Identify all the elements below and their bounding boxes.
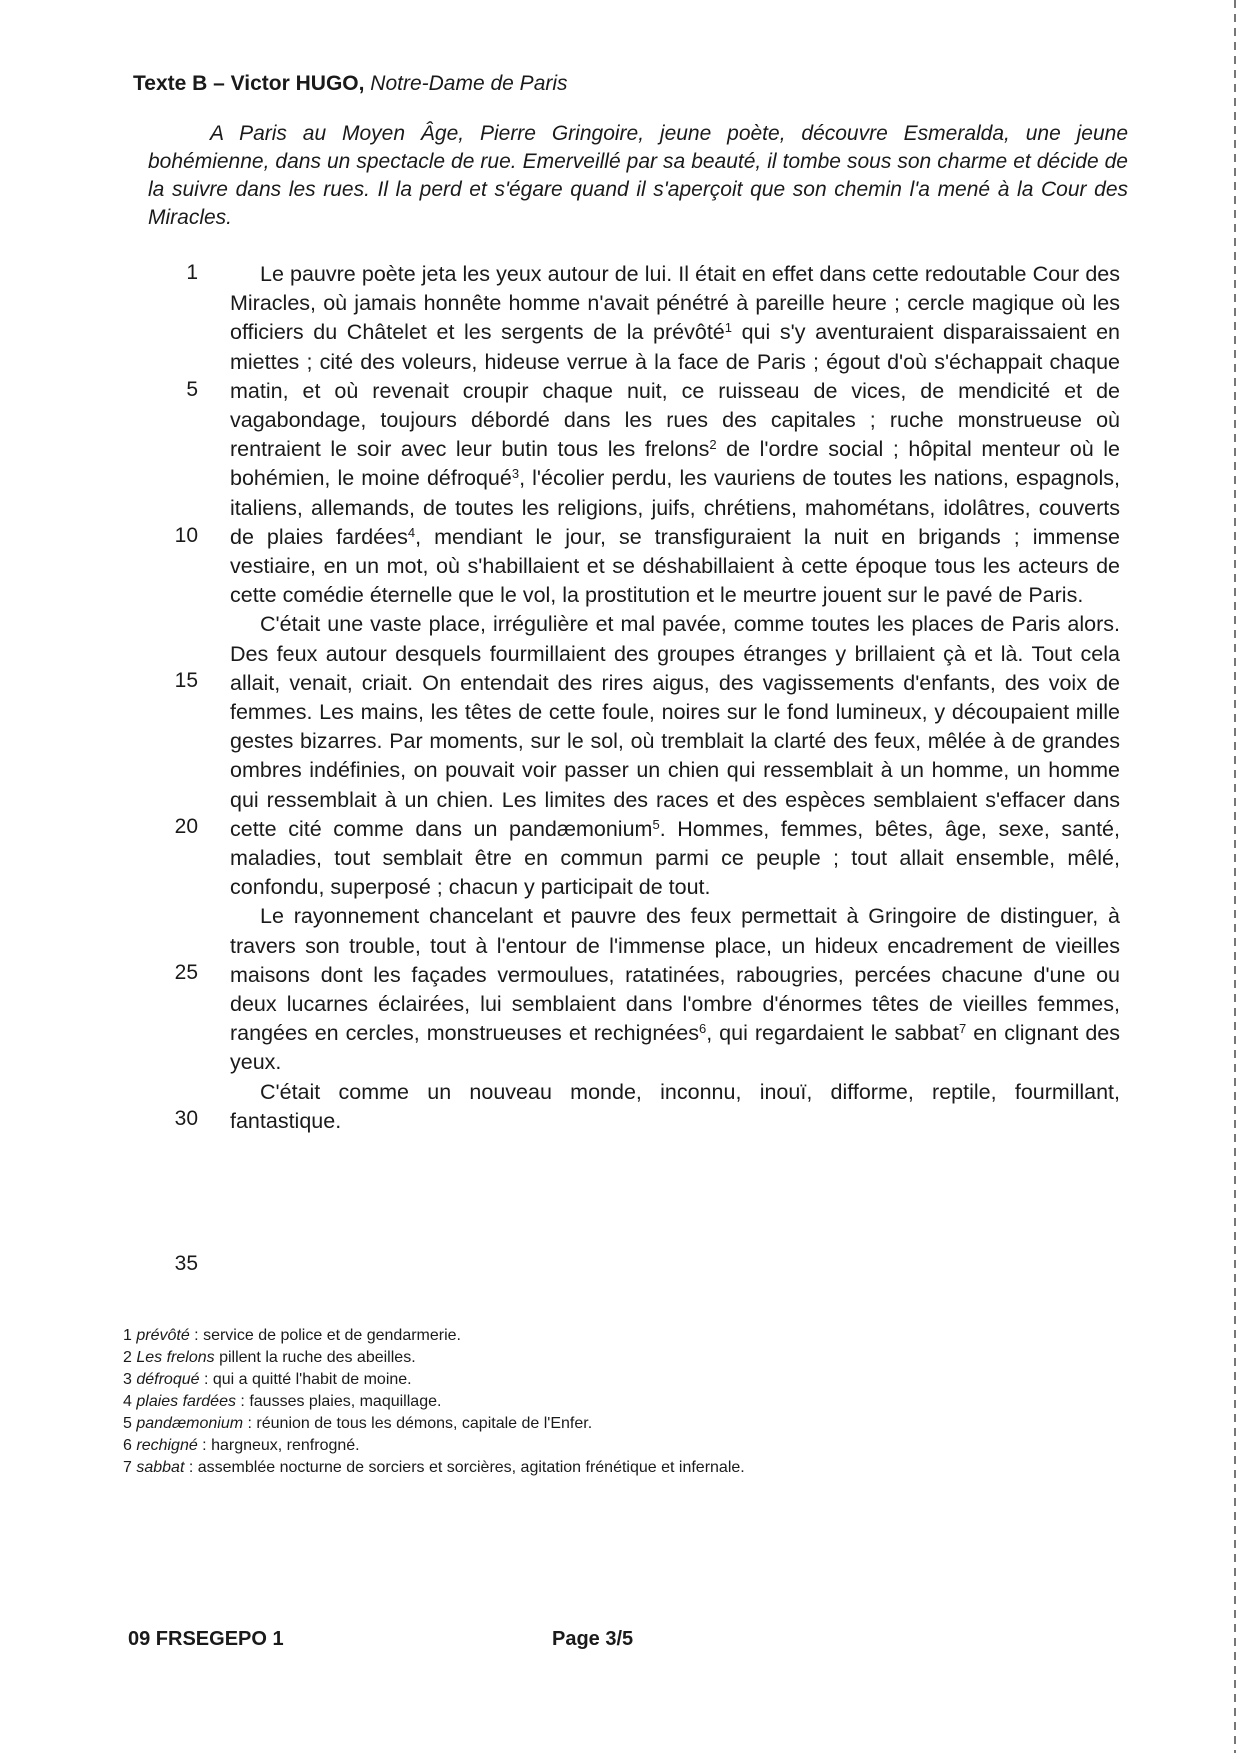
paragraph-3: Le rayonnement chancelant et pauvre des feux permettait à Gringoire de distinguer, à travers son trouble, tout à l'entour de l'immense place, un hideux encadrement de vieilles maisons dont les façades vermoulues, ratatinées, rabougries, percées chacune d'une ou deux lucarnes éclairées, lui semblaient dans l'ombre d'énormes têtes de vieilles femmes, rangées en cercles, monstrueuses et rechignées$^6$, qui regardaient le sabbat$^7$ en clignant des yeux. bbox=[230, 904, 1121, 1075]
footnote-3: 3 défroqué : qui a quitté l'habit de moine. bbox=[123, 1371, 412, 1388]
footnotes bbox=[123, 1325, 745, 1479]
paragraph-2: C'était une vaste place, irrégulière et mal pavée, comme toutes les places de Paris alors. Des feux autour desquels fourmillaient des groupes étranges y brillaient çà et là. Tout cela allait, venait, criait. On entendait des rires aigus, des vagissements d'enfants, des voix de femmes. Les mains, les têtes de cette foule, noires sur le fond lumineux, y découpaient mille gestes bizarres. Par moments, sur le sol, où tremblait la clarté des feux, mêlée à de grandes ombres indéfinies, on pouvait voir passer un chien qui ressemblait à un homme, un homme qui ressemblait à un chien. Les limites des races et des espèces semblaient s'effacer dans cette cité comme dans un pandæmonium$^5$. Hommes, femmes, bêtes, âge, sexe, santé, maladies, tout semblait être en commun parmi ce peuple ; tout allait ensemble, mêlé, confondu, superposé ; chacun y participait de tout. bbox=[230, 612, 1120, 900]
page-edge bbox=[1234, 0, 1236, 1753]
line-number: 10 bbox=[174, 524, 198, 547]
footnote-ref-1: 1 bbox=[724, 320, 732, 336]
line-number: 25 bbox=[174, 961, 198, 984]
page-number: Page 3/5 bbox=[552, 1628, 634, 1650]
footnote-5: 5 pandæmonium : réunion de tous les démons, capitale de l'Enfer. bbox=[123, 1415, 593, 1432]
work-title: Notre-Dame de Paris bbox=[370, 72, 568, 95]
footnote-6: 6 rechigné : hargneux, renfrogné. bbox=[123, 1437, 360, 1454]
main-text bbox=[230, 260, 1120, 1136]
text-label: Texte B – Victor HUGO, bbox=[133, 72, 365, 95]
footnote-ref-3: 3 bbox=[511, 466, 520, 482]
footnote-ref-2: 2 bbox=[709, 437, 717, 453]
text-header bbox=[133, 72, 568, 96]
paragraph-4: C'était comme un nouveau monde, inconnu, inouï, difforme, reptile, fourmillant, fantastique. bbox=[230, 1079, 1120, 1133]
footnote-ref-4: 4 bbox=[407, 524, 416, 540]
footnote-2: 2 Les frelons pillent la ruche des abeilles. bbox=[123, 1349, 416, 1366]
document-code: 09 FRSEGEPO 1 bbox=[128, 1628, 284, 1650]
paragraph-1: Le pauvre poète jeta les yeux autour de lui. Il était en effet dans cette redoutable Cour des Miracles, où jamais honnête homme n'avait pénétré à pareille heure ; cercle magique où les officiers du Châtelet et les sergents de la prévôté$^1$ qui s'y aventuraient disparaissaient en miettes ; cité des voleurs, hideuse verrue à la face de Paris ; égout d'où s'échappait chaque matin, et où revenait croupir chaque nuit, ce ruisseau de vices, de mendicité et de vagabondage, toujours débordé dans les rues des capitales ; ruche monstrueuse où rentraient le soir avec leur butin tous les frelons$^2$ de l'ordre social ; hôpital menteur où le bohémien, le moine défroqué$^3$, l'écolier perdu, les vauriens de toutes les nations, espagnols, italiens, allemands, de toutes les religions, juifs, chrétiens, mahométans, idolâtres, couverts de plaies fardées$^4$, mendiant le jour, se transfiguraient la nuit en brigands ; immense vestiaire, en un mot, où s'habillaient et se déshabillaient à cette époque tous les acteurs de cette comédie éternelle que le vol, la prostitution et le meurtre jouent sur le pavé de Paris. bbox=[230, 262, 1120, 608]
line-number: 1 bbox=[186, 261, 198, 284]
footnote-1: 1 prévôté : service de police et de gendarmerie. bbox=[123, 1327, 461, 1344]
footnote-ref-7: 7 bbox=[959, 1021, 967, 1037]
line-number: 5 bbox=[186, 378, 198, 401]
footnote-4: 4 plaies fardées : fausses plaies, maquillage. bbox=[123, 1393, 442, 1410]
line-number: 35 bbox=[174, 1252, 198, 1275]
line-number: 15 bbox=[174, 669, 198, 692]
line-number: 30 bbox=[174, 1107, 198, 1130]
intro-paragraph: A Paris au Moyen Âge, Pierre Gringoire, jeune poète, découvre Esmeralda, une jeune bohémienne, dans un spectacle de rue. Emerveillé par sa beauté, il tombe sous son charme et décide de la suivre dans les rues. Il la perd et s'égare quand il s'aperçoit que son chemin l'a mené à la Cour des Miracles. bbox=[148, 122, 1128, 229]
footnote-ref-5: 5 bbox=[652, 816, 660, 832]
line-number: 20 bbox=[174, 815, 198, 838]
footnote-ref-6: 6 bbox=[698, 1021, 707, 1037]
footnote-7: 7 sabbat : assemblée nocturne de sorciers et sorcières, agitation frénétique et infernale. bbox=[123, 1459, 745, 1476]
